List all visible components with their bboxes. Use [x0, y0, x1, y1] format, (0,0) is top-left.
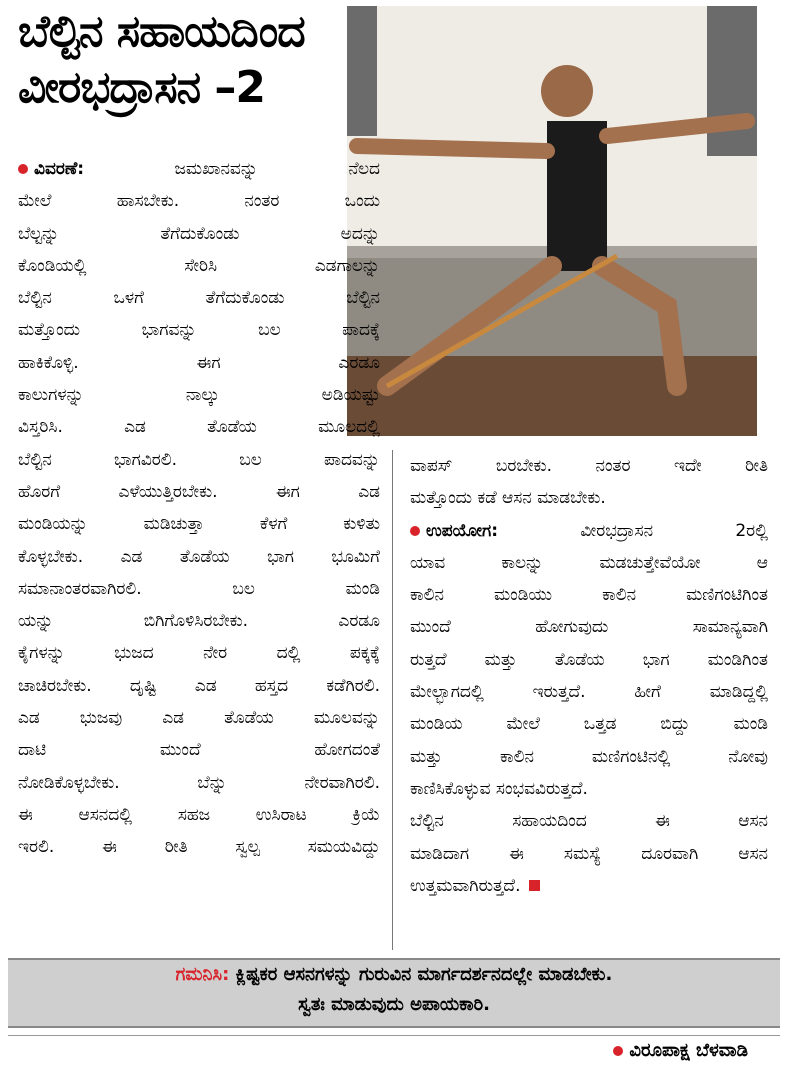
- paragraph-line: [410, 515, 768, 547]
- text-line: ಜಮಖಾನವನ್ನು ನೆಲದ: [174, 159, 380, 179]
- end-mark-icon: [529, 880, 540, 891]
- author-name: ವಿರೂಪಾಕ್ಷ ಬೆಳವಾಡಿ: [629, 1040, 748, 1061]
- section-lead-usage: ಉಪಯೋಗ:: [426, 520, 499, 541]
- text-line: ಉತ್ತಮವಾಗಿರುತ್ತದೆ.: [410, 875, 521, 896]
- text-line: ಮತ್ತೊಂದು ಭಾಗವನ್ನು ಬಲ ಪಾದಕ್ಕೆ: [18, 320, 380, 341]
- text-line: ಕೊಳ್ಳಬೇಕು. ಎಡ ತೊಡೆಯ ಭಾಗ ಭೂಮಿಗೆ: [18, 546, 380, 567]
- text-line: ಬೆಲ್ಟನ್ನು ತೆಗೆದುಕೊಂಡು ಅದನ್ನು: [18, 223, 380, 244]
- text-line: ವಾಪಸ್ ಬರಬೇಕು. ನಂತರ ಇದೇ ರೀತಿ: [410, 456, 768, 476]
- text-line: ಸಮಾನಾಂತರವಾಗಿರಲಿ. ಬಲ ಮಂಡಿ: [18, 578, 380, 599]
- text-line: ವಿಸ್ತರಿಸಿ. ಎಡ ತೊಡೆಯ ಮೂಲದಲ್ಲಿ: [18, 417, 380, 438]
- bullet-dot-icon: [613, 1046, 623, 1056]
- author-byline: [613, 1040, 748, 1061]
- bullet-dot-icon: [410, 526, 420, 536]
- text-line: ಬೆಲ್ಟಿನ ಸಹಾಯದಿಂದ ಈ ಆಸನ: [410, 811, 768, 832]
- column-divider: [392, 450, 393, 950]
- text-line: ನೋಡಿಕೊಳ್ಳಬೇಕು. ಬೆನ್ನು ನೇರವಾಗಿರಲಿ.: [18, 772, 380, 793]
- text-line: ಮುಂದೆ ಹೋಗುವುದು ಸಾಮಾನ್ಯವಾಗಿ: [410, 617, 768, 638]
- text-line: ಮತ್ತೊಂದು ಕಡೆ ಆಸನ ಮಾಡಬೇಕು.: [410, 488, 606, 509]
- text-line: ಈ ಆಸನದಲ್ಲಿ ಸಹಜ ಉಸಿರಾಟ ಕ್ರಿಯೆ: [18, 804, 380, 825]
- paragraph-end-line: [410, 870, 768, 902]
- text-line: ದಾಟಿ ಮುಂದೆ ಹೋಗದಂತೆ: [18, 740, 380, 761]
- note-line-2: ಸ್ವತಃ ಮಾಡುವುದು ಅಪಾಯಕಾರಿ.: [298, 994, 490, 1015]
- yoga-pose-photo: [347, 6, 757, 436]
- bullet-dot-icon: [18, 164, 28, 174]
- text-line: ರುತ್ತದೆ ಮತ್ತು ತೊಡೆಯ ಭಾಗ ಮಂಡಿಗಿಂತ: [410, 649, 768, 670]
- text-line: ಬೆಲ್ಟಿನ ಭಾಗವಿರಲಿ. ಬಲ ಪಾದವನ್ನು: [18, 449, 380, 470]
- text-line: ಮೇಲ್ಭಾಗದಲ್ಲಿ ಇರುತ್ತದೆ. ಹೀಗೆ ಮಾಡಿದ್ದಲ್ಲಿ: [410, 682, 768, 703]
- byline-divider: [8, 1035, 780, 1036]
- text-line: ಬೆಲ್ಟಿನ ಒಳಗೆ ತೆಗೆದುಕೊಂಡು ಬೆಲ್ಟಿನ: [18, 288, 380, 309]
- text-line: ಕಾಲುಗಳನ್ನು ನಾಲ್ಕು ಅಡಿಯಷ್ಟು: [18, 385, 380, 406]
- text-line: ಮಂಡಿಯ ಮೇಲೆ ಒತ್ತಡ ಬಿದ್ದು ಮಂಡಿ: [410, 714, 768, 735]
- text-line: ಯಾವ ಕಾಲನ್ನು ಮಡಚುತ್ತೇವೆಯೋ ಆ: [410, 552, 768, 573]
- column-left: [18, 153, 380, 864]
- text-line: ವೀರಭದ್ರಾಸನ 2ರಲ್ಲಿ: [580, 520, 768, 541]
- section-lead-description: ವಿವರಣೆ:: [34, 159, 85, 179]
- note-text-1: ಕ್ಲಿಷ್ಟಕರ ಆಸನಗಳನ್ನು ಗುರುವಿನ ಮಾರ್ಗದರ್ಶನದಲ್ಲೇ ಮಾಡಬೇಕು.: [235, 964, 613, 985]
- headline-line-1: ಬೆಲ್ಟಿನ ಸಹಾಯದಿಂದ: [18, 6, 305, 57]
- headline-line-2: ವೀರಭದ್ರಾಸನ –2: [18, 62, 266, 113]
- note-label: ಗಮನಿಸಿ:: [175, 964, 230, 985]
- text-line: ಇರಲಿ. ಈ ರೀತಿ ಸ್ವಲ್ಪ ಸಮಯವಿದ್ದು: [18, 837, 380, 858]
- text-line: ಎಡ ಭುಜವು ಎಡ ತೊಡೆಯ ಮೂಲವನ್ನು: [18, 708, 380, 729]
- text-line: ಚಾಚಿರಬೇಕು. ದೃಷ್ಟಿ ಎಡ ಹಸ್ತದ ಕಡೆಗಿರಲಿ.: [18, 675, 380, 696]
- caution-note-box: [8, 958, 780, 1028]
- text-line: ಕೈಗಳನ್ನು ಭುಜದ ನೇರ ದಲ್ಲಿ ಪಕ್ಕಕ್ಕೆ: [18, 643, 380, 664]
- text-line: ಮಾಡಿದಾಗ ಈ ಸಮಸ್ಯೆ ದೂರವಾಗಿ ಆಸನ: [410, 843, 768, 864]
- headline: [18, 4, 348, 116]
- text-line: ಯನ್ನು ಬಿಗಿಗೊಳಿಸಿರಬೇಕು. ಎರಡೂ: [18, 611, 380, 632]
- column-right: [410, 450, 768, 902]
- text-line: ಹಾಕಿಕೊಳ್ಳಿ. ಈಗ ಎರಡೂ: [18, 352, 380, 373]
- text-line: ಹೊರಗೆ ಎಳೆಯುತ್ತಿರಬೇಕು. ಈಗ ಎಡ: [18, 481, 380, 502]
- text-line: ಕಾಲಿನ ಮಂಡಿಯು ಕಾಲಿನ ಮಣಿಗಂಟಿಗಿಂತ: [410, 585, 768, 606]
- text-line: ಕಾಣಿಸಿಕೊಳ್ಳುವ ಸಂಭವವಿರುತ್ತದೆ.: [410, 778, 588, 799]
- note-line-1: [8, 960, 780, 990]
- photo-illustration: [347, 6, 757, 436]
- text-line: ಮೇಲೆ ಹಾಸಬೇಕು. ನಂತರ ಒಂದು: [18, 191, 380, 212]
- text-line: ಕೊಂಡಿಯಲ್ಲಿ ಸೇರಿಸಿ ಎಡಗಾಲನ್ನು: [18, 255, 380, 276]
- text-line: ಮತ್ತು ಕಾಲಿನ ಮಣಿಗಂಟಿನಲ್ಲಿ ನೋವು: [410, 746, 768, 767]
- text-line: ಮಂಡಿಯನ್ನು ಮಡಿಚುತ್ತಾ ಕೆಳಗೆ ಕುಳಿತು: [18, 514, 380, 535]
- paragraph-line: [18, 153, 380, 185]
